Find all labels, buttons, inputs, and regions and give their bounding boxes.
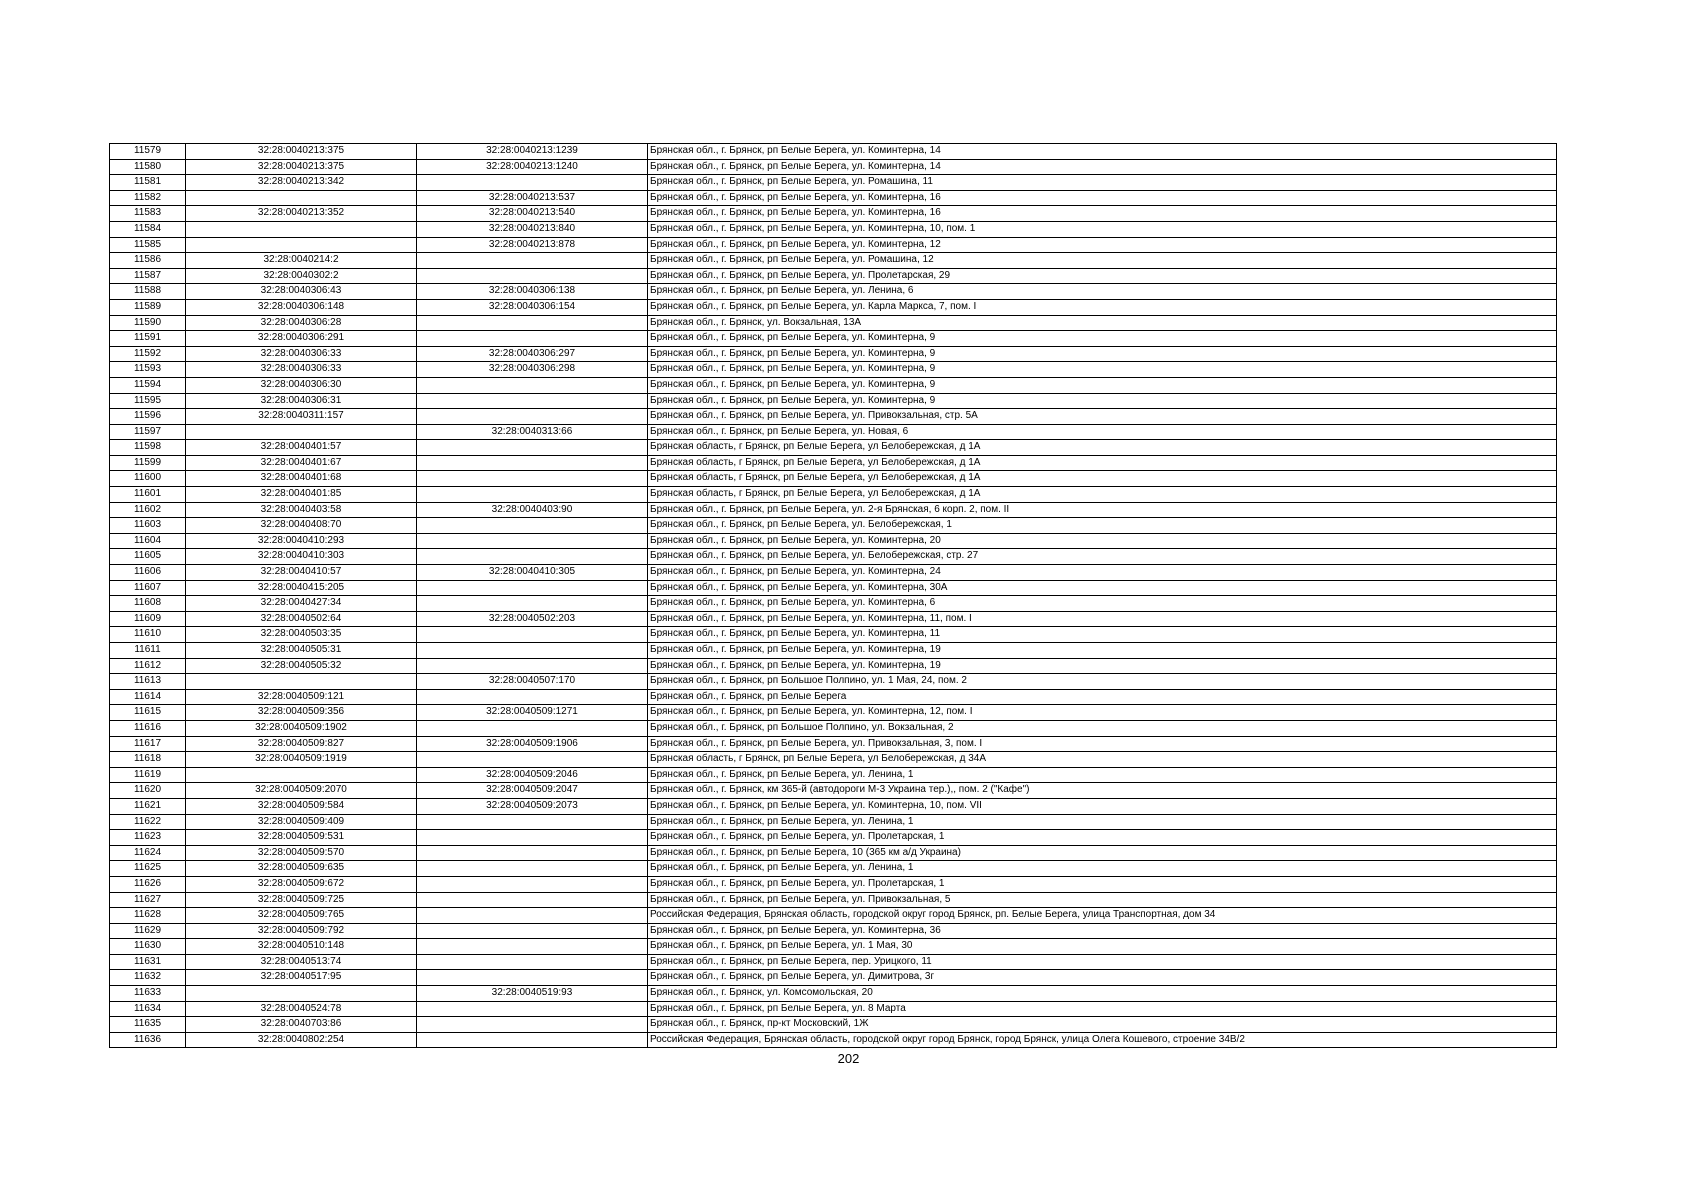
table-row bbox=[110, 190, 1557, 206]
row-number-cell: 11600 bbox=[110, 471, 186, 487]
table-row bbox=[110, 144, 1557, 160]
cadastral-number-cell: 32:28:0040410:303 bbox=[186, 549, 417, 565]
cadastral-number-2-cell: 32:28:0040213:1240 bbox=[417, 159, 648, 175]
address-cell: Брянская обл., г. Брянск, рп Белые Берега, ул. Коминтерна, 9 bbox=[648, 346, 1557, 362]
table-row bbox=[110, 1001, 1557, 1017]
cadastral-number-cell: 32:28:0040213:375 bbox=[186, 159, 417, 175]
table-row bbox=[110, 284, 1557, 300]
cadastral-number-cell: 32:28:0040509:672 bbox=[186, 876, 417, 892]
row-number-cell: 11626 bbox=[110, 876, 186, 892]
table-row bbox=[110, 876, 1557, 892]
cadastral-number-2-cell bbox=[417, 814, 648, 830]
row-number-cell: 11610 bbox=[110, 627, 186, 643]
row-number-cell: 11620 bbox=[110, 783, 186, 799]
cadastral-number-2-cell bbox=[417, 455, 648, 471]
cadastral-number-2-cell bbox=[417, 440, 648, 456]
address-cell: Брянская обл., г. Брянск, рп Белые Берега, ул. Коминтерна, 19 bbox=[648, 643, 1557, 659]
row-number-cell: 11595 bbox=[110, 393, 186, 409]
registry-table bbox=[109, 143, 1557, 1048]
cadastral-number-cell: 32:28:0040505:31 bbox=[186, 643, 417, 659]
row-number-cell: 11601 bbox=[110, 487, 186, 503]
address-cell: Брянская обл., г. Брянск, рп Белые Берега, ул. Ленина, 6 bbox=[648, 284, 1557, 300]
table-row bbox=[110, 393, 1557, 409]
cadastral-number-2-cell bbox=[417, 970, 648, 986]
cadastral-number-cell: 32:28:0040703:86 bbox=[186, 1017, 417, 1033]
cadastral-number-2-cell: 32:28:0040509:2047 bbox=[417, 783, 648, 799]
table-row bbox=[110, 814, 1557, 830]
cadastral-number-2-cell bbox=[417, 533, 648, 549]
address-cell: Брянская обл., г. Брянск, рп Белые Берега, ул. Коминтерна, 9 bbox=[648, 331, 1557, 347]
table-row bbox=[110, 549, 1557, 565]
table-row bbox=[110, 939, 1557, 955]
address-cell: Брянская обл., г. Брянск, рп Белые Берега, ул. Ромашина, 12 bbox=[648, 253, 1557, 269]
row-number-cell: 11609 bbox=[110, 611, 186, 627]
cadastral-number-cell: 32:28:0040403:58 bbox=[186, 502, 417, 518]
cadastral-number-2-cell: 32:28:0040509:1906 bbox=[417, 736, 648, 752]
cadastral-number-2-cell: 32:28:0040213:840 bbox=[417, 221, 648, 237]
cadastral-number-cell: 32:28:0040509:635 bbox=[186, 861, 417, 877]
address-cell: Брянская обл., г. Брянск, рп Белые Берега, ул. Коминтерна, 36 bbox=[648, 923, 1557, 939]
cadastral-number-cell: 32:28:0040306:33 bbox=[186, 362, 417, 378]
table-row bbox=[110, 845, 1557, 861]
table-row bbox=[110, 221, 1557, 237]
cadastral-number-cell: 32:28:0040509:409 bbox=[186, 814, 417, 830]
cadastral-number-2-cell bbox=[417, 939, 648, 955]
row-number-cell: 11594 bbox=[110, 377, 186, 393]
row-number-cell: 11593 bbox=[110, 362, 186, 378]
table-row bbox=[110, 175, 1557, 191]
table-row bbox=[110, 986, 1557, 1002]
cadastral-number-2-cell: 32:28:0040507:170 bbox=[417, 674, 648, 690]
cadastral-number-2-cell bbox=[417, 1017, 648, 1033]
cadastral-number-cell: 32:28:0040410:57 bbox=[186, 565, 417, 581]
cadastral-number-cell: 32:28:0040302:2 bbox=[186, 268, 417, 284]
table-row bbox=[110, 315, 1557, 331]
table-row bbox=[110, 362, 1557, 378]
address-cell: Брянская обл., г. Брянск, рп Белые Берега, ул. Новая, 6 bbox=[648, 424, 1557, 440]
cadastral-number-2-cell bbox=[417, 253, 648, 269]
cadastral-number-2-cell bbox=[417, 1032, 648, 1048]
cadastral-number-cell: 32:28:0040306:43 bbox=[186, 284, 417, 300]
row-number-cell: 11630 bbox=[110, 939, 186, 955]
table-row bbox=[110, 689, 1557, 705]
address-cell: Брянская обл., г. Брянск, рп Белые Берега, ул. Пролетарская, 29 bbox=[648, 268, 1557, 284]
cadastral-number-cell: 32:28:0040410:293 bbox=[186, 533, 417, 549]
cadastral-number-cell: 32:28:0040306:148 bbox=[186, 299, 417, 315]
row-number-cell: 11587 bbox=[110, 268, 186, 284]
table-row bbox=[110, 892, 1557, 908]
row-number-cell: 11615 bbox=[110, 705, 186, 721]
address-cell: Брянская обл., г. Брянск, рп Белые Берега, ул. Ленина, 1 bbox=[648, 767, 1557, 783]
cadastral-number-cell bbox=[186, 424, 417, 440]
table-row bbox=[110, 377, 1557, 393]
row-number-cell: 11613 bbox=[110, 674, 186, 690]
row-number-cell: 11612 bbox=[110, 658, 186, 674]
cadastral-number-cell: 32:28:0040306:33 bbox=[186, 346, 417, 362]
cadastral-number-cell: 32:28:0040509:1902 bbox=[186, 720, 417, 736]
cadastral-number-2-cell bbox=[417, 549, 648, 565]
table-row bbox=[110, 565, 1557, 581]
cadastral-number-cell: 32:28:0040213:375 bbox=[186, 144, 417, 160]
row-number-cell: 11625 bbox=[110, 861, 186, 877]
address-cell: Брянская обл., г. Брянск, рп Белые Берега, ул. Коминтерна, 6 bbox=[648, 596, 1557, 612]
table-row bbox=[110, 471, 1557, 487]
row-number-cell: 11602 bbox=[110, 502, 186, 518]
address-cell: Брянская обл., г. Брянск, рп Белые Берега, ул. Привокзальная, 5 bbox=[648, 892, 1557, 908]
address-cell: Российская Федерация, Брянская область, городской округ город Брянск, рп. Белые Берега, улица Транспортная, дом 34 bbox=[648, 908, 1557, 924]
cadastral-number-2-cell: 32:28:0040509:2046 bbox=[417, 767, 648, 783]
cadastral-number-2-cell: 32:28:0040403:90 bbox=[417, 502, 648, 518]
cadastral-number-2-cell bbox=[417, 876, 648, 892]
table-row bbox=[110, 1032, 1557, 1048]
cadastral-number-2-cell bbox=[417, 268, 648, 284]
address-cell: Брянская обл., г. Брянск, рп Белые Берега, ул. Пролетарская, 1 bbox=[648, 876, 1557, 892]
row-number-cell: 11635 bbox=[110, 1017, 186, 1033]
row-number-cell: 11579 bbox=[110, 144, 186, 160]
address-cell: Брянская обл., г. Брянск, рп Большое Полпино, ул. Вокзальная, 2 bbox=[648, 720, 1557, 736]
row-number-cell: 11584 bbox=[110, 221, 186, 237]
cadastral-number-cell: 32:28:0040306:28 bbox=[186, 315, 417, 331]
cadastral-number-2-cell bbox=[417, 752, 648, 768]
address-cell: Брянская обл., г. Брянск, рп Белые Берега, ул. Коминтерна, 16 bbox=[648, 190, 1557, 206]
address-cell: Брянская обл., г. Брянск, рп Большое Полпино, ул. 1 Мая, 24, пом. 2 bbox=[648, 674, 1557, 690]
row-number-cell: 11629 bbox=[110, 923, 186, 939]
table-row bbox=[110, 580, 1557, 596]
row-number-cell: 11606 bbox=[110, 565, 186, 581]
row-number-cell: 11589 bbox=[110, 299, 186, 315]
table-row bbox=[110, 720, 1557, 736]
cadastral-number-2-cell: 32:28:0040306:298 bbox=[417, 362, 648, 378]
cadastral-number-cell bbox=[186, 237, 417, 253]
table-row bbox=[110, 970, 1557, 986]
address-cell: Брянская обл., г. Брянск, рп Белые Берега, ул. Коминтерна, 14 bbox=[648, 144, 1557, 160]
address-cell: Брянская обл., г. Брянск, ул. Вокзальная, 13А bbox=[648, 315, 1557, 331]
table-row bbox=[110, 533, 1557, 549]
row-number-cell: 11582 bbox=[110, 190, 186, 206]
cadastral-number-2-cell bbox=[417, 596, 648, 612]
table-row bbox=[110, 424, 1557, 440]
cadastral-number-cell: 32:28:0040802:254 bbox=[186, 1032, 417, 1048]
table-row bbox=[110, 736, 1557, 752]
table-row bbox=[110, 611, 1557, 627]
table-row bbox=[110, 455, 1557, 471]
cadastral-number-2-cell: 32:28:0040213:537 bbox=[417, 190, 648, 206]
table-row bbox=[110, 440, 1557, 456]
cadastral-number-cell: 32:28:0040509:765 bbox=[186, 908, 417, 924]
cadastral-number-cell: 32:28:0040509:792 bbox=[186, 923, 417, 939]
address-cell: Брянская обл., г. Брянск, рп Белые Берега, пер. Урицкого, 11 bbox=[648, 954, 1557, 970]
cadastral-number-cell: 32:28:0040401:67 bbox=[186, 455, 417, 471]
address-cell: Брянская обл., г. Брянск, рп Белые Берега, ул. Привокзальная, 3, пом. I bbox=[648, 736, 1557, 752]
address-cell: Брянская обл., г. Брянск, рп Белые Берега, ул. Коминтерна, 24 bbox=[648, 565, 1557, 581]
cadastral-number-cell bbox=[186, 674, 417, 690]
table-row bbox=[110, 237, 1557, 253]
table-row bbox=[110, 346, 1557, 362]
address-cell: Брянская обл., г. Брянск, рп Белые Берега, ул. Димитрова, 3г bbox=[648, 970, 1557, 986]
row-number-cell: 11616 bbox=[110, 720, 186, 736]
cadastral-number-cell: 32:28:0040510:148 bbox=[186, 939, 417, 955]
table-row bbox=[110, 487, 1557, 503]
address-cell: Брянская обл., г. Брянск, рп Белые Берега, ул. Коминтерна, 10, пом. VII bbox=[648, 798, 1557, 814]
table-row bbox=[110, 502, 1557, 518]
cadastral-number-cell bbox=[186, 986, 417, 1002]
cadastral-number-2-cell: 32:28:0040509:1271 bbox=[417, 705, 648, 721]
cadastral-number-2-cell bbox=[417, 689, 648, 705]
address-cell: Брянская обл., г. Брянск, рп Белые Берега, ул. Коминтерна, 19 bbox=[648, 658, 1557, 674]
cadastral-number-cell: 32:28:0040401:68 bbox=[186, 471, 417, 487]
row-number-cell: 11583 bbox=[110, 206, 186, 222]
address-cell: Брянская обл., г. Брянск, пр-кт Московский, 1Ж bbox=[648, 1017, 1557, 1033]
cadastral-number-cell: 32:28:0040517:95 bbox=[186, 970, 417, 986]
table-row bbox=[110, 253, 1557, 269]
address-cell: Брянская обл., г. Брянск, рп Белые Берега, ул. Коминтерна, 14 bbox=[648, 159, 1557, 175]
row-number-cell: 11623 bbox=[110, 830, 186, 846]
cadastral-number-cell: 32:28:0040401:57 bbox=[186, 440, 417, 456]
address-cell: Брянская обл., г. Брянск, рп Белые Берега, ул. 8 Марта bbox=[648, 1001, 1557, 1017]
row-number-cell: 11599 bbox=[110, 455, 186, 471]
row-number-cell: 11617 bbox=[110, 736, 186, 752]
row-number-cell: 11585 bbox=[110, 237, 186, 253]
cadastral-number-cell bbox=[186, 190, 417, 206]
cadastral-number-2-cell: 32:28:0040410:305 bbox=[417, 565, 648, 581]
row-number-cell: 11607 bbox=[110, 580, 186, 596]
cadastral-number-cell: 32:28:0040306:291 bbox=[186, 331, 417, 347]
cadastral-number-2-cell: 32:28:0040306:297 bbox=[417, 346, 648, 362]
row-number-cell: 11624 bbox=[110, 845, 186, 861]
cadastral-number-2-cell: 32:28:0040306:138 bbox=[417, 284, 648, 300]
row-number-cell: 11611 bbox=[110, 643, 186, 659]
cadastral-number-cell: 32:28:0040401:85 bbox=[186, 487, 417, 503]
row-number-cell: 11622 bbox=[110, 814, 186, 830]
row-number-cell: 11596 bbox=[110, 409, 186, 425]
cadastral-number-2-cell bbox=[417, 845, 648, 861]
cadastral-number-2-cell bbox=[417, 487, 648, 503]
row-number-cell: 11633 bbox=[110, 986, 186, 1002]
cadastral-number-cell bbox=[186, 767, 417, 783]
cadastral-number-2-cell bbox=[417, 315, 648, 331]
table-row bbox=[110, 861, 1557, 877]
row-number-cell: 11628 bbox=[110, 908, 186, 924]
address-cell: Брянская обл., г. Брянск, рп Белые Берега, ул. Карла Маркса, 7, пом. I bbox=[648, 299, 1557, 315]
row-number-cell: 11581 bbox=[110, 175, 186, 191]
cadastral-number-2-cell bbox=[417, 471, 648, 487]
table-row bbox=[110, 767, 1557, 783]
address-cell: Брянская обл., г. Брянск, рп Белые Берега, ул. Белобережская, стр. 27 bbox=[648, 549, 1557, 565]
cadastral-number-2-cell: 32:28:0040502:203 bbox=[417, 611, 648, 627]
table-row bbox=[110, 643, 1557, 659]
row-number-cell: 11634 bbox=[110, 1001, 186, 1017]
cadastral-number-cell: 32:28:0040505:32 bbox=[186, 658, 417, 674]
row-number-cell: 11597 bbox=[110, 424, 186, 440]
row-number-cell: 11632 bbox=[110, 970, 186, 986]
address-cell: Брянская обл., г. Брянск, рп Белые Берега, ул. Ленина, 1 bbox=[648, 861, 1557, 877]
cadastral-number-cell bbox=[186, 221, 417, 237]
cadastral-number-2-cell bbox=[417, 1001, 648, 1017]
cadastral-number-2-cell bbox=[417, 720, 648, 736]
cadastral-number-2-cell bbox=[417, 658, 648, 674]
address-cell: Брянская обл., г. Брянск, рп Белые Берега, ул. Привокзальная, стр. 5А bbox=[648, 409, 1557, 425]
cadastral-number-cell: 32:28:0040408:70 bbox=[186, 518, 417, 534]
cadastral-number-2-cell bbox=[417, 830, 648, 846]
cadastral-number-cell: 32:28:0040513:74 bbox=[186, 954, 417, 970]
cadastral-number-2-cell bbox=[417, 643, 648, 659]
cadastral-number-cell: 32:28:0040509:584 bbox=[186, 798, 417, 814]
cadastral-number-cell: 32:28:0040427:34 bbox=[186, 596, 417, 612]
address-cell: Брянская обл., г. Брянск, рп Белые Берега, ул. Коминтерна, 20 bbox=[648, 533, 1557, 549]
row-number-cell: 11621 bbox=[110, 798, 186, 814]
row-number-cell: 11614 bbox=[110, 689, 186, 705]
address-cell: Брянская обл., г. Брянск, рп Белые Берега, ул. 2-я Брянская, 6 корп. 2, пом. II bbox=[648, 502, 1557, 518]
row-number-cell: 11619 bbox=[110, 767, 186, 783]
table-row bbox=[110, 908, 1557, 924]
cadastral-number-2-cell: 32:28:0040519:93 bbox=[417, 986, 648, 1002]
table-row bbox=[110, 783, 1557, 799]
row-number-cell: 11592 bbox=[110, 346, 186, 362]
cadastral-number-cell: 32:28:0040503:35 bbox=[186, 627, 417, 643]
cadastral-number-cell: 32:28:0040509:725 bbox=[186, 892, 417, 908]
address-cell: Брянская обл., г. Брянск, рп Белые Берега, ул. Коминтерна, 12, пом. I bbox=[648, 705, 1557, 721]
address-cell: Брянская обл., г. Брянск, рп Белые Берега, ул. Пролетарская, 1 bbox=[648, 830, 1557, 846]
table-row bbox=[110, 923, 1557, 939]
table-row bbox=[110, 705, 1557, 721]
table-body bbox=[110, 144, 1557, 1048]
cadastral-number-2-cell: 32:28:0040213:1239 bbox=[417, 144, 648, 160]
address-cell: Брянская обл., г. Брянск, рп Белые Берега, ул. Коминтерна, 30А bbox=[648, 580, 1557, 596]
cadastral-number-2-cell bbox=[417, 954, 648, 970]
table-row bbox=[110, 518, 1557, 534]
cadastral-number-2-cell: 32:28:0040213:540 bbox=[417, 206, 648, 222]
cadastral-number-2-cell bbox=[417, 175, 648, 191]
cadastral-number-cell: 32:28:0040509:121 bbox=[186, 689, 417, 705]
address-cell: Брянская обл., г. Брянск, рп Белые Берега, ул. Коминтерна, 9 bbox=[648, 362, 1557, 378]
cadastral-number-cell: 32:28:0040214:2 bbox=[186, 253, 417, 269]
address-cell: Брянская область, г Брянск, рп Белые Берега, ул Белобережская, д 1А bbox=[648, 487, 1557, 503]
cadastral-number-2-cell bbox=[417, 908, 648, 924]
cadastral-number-2-cell bbox=[417, 518, 648, 534]
cadastral-number-cell: 32:28:0040213:352 bbox=[186, 206, 417, 222]
table-row bbox=[110, 268, 1557, 284]
cadastral-number-cell: 32:28:0040509:1919 bbox=[186, 752, 417, 768]
cadastral-number-cell: 32:28:0040509:827 bbox=[186, 736, 417, 752]
table-row bbox=[110, 798, 1557, 814]
address-cell: Брянская обл., г. Брянск, рп Белые Берега, ул. Ромашина, 11 bbox=[648, 175, 1557, 191]
cadastral-number-2-cell bbox=[417, 377, 648, 393]
row-number-cell: 11631 bbox=[110, 954, 186, 970]
table-row bbox=[110, 954, 1557, 970]
cadastral-number-cell: 32:28:0040306:30 bbox=[186, 377, 417, 393]
cadastral-number-cell: 32:28:0040213:342 bbox=[186, 175, 417, 191]
address-cell: Брянская обл., г. Брянск, рп Белые Берега, ул. 1 Мая, 30 bbox=[648, 939, 1557, 955]
table-row bbox=[110, 331, 1557, 347]
address-cell: Брянская обл., г. Брянск, рп Белые Берега, ул. Коминтерна, 11 bbox=[648, 627, 1557, 643]
row-number-cell: 11588 bbox=[110, 284, 186, 300]
table-row bbox=[110, 674, 1557, 690]
address-cell: Брянская обл., г. Брянск, рп Белые Берега, ул. Коминтерна, 9 bbox=[648, 377, 1557, 393]
address-cell: Брянская обл., г. Брянск, рп Белые Берега, ул. Коминтерна, 11, пом. I bbox=[648, 611, 1557, 627]
row-number-cell: 11618 bbox=[110, 752, 186, 768]
address-cell: Брянская обл., г. Брянск, км 365-й (автодороги М-3 Украина тер.),, пом. 2 ("Кафе") bbox=[648, 783, 1557, 799]
address-cell: Брянская обл., г. Брянск, рп Белые Берега, ул. Белобережская, 1 bbox=[648, 518, 1557, 534]
address-cell: Брянская область, г Брянск, рп Белые Берега, ул Белобережская, д 1А bbox=[648, 471, 1557, 487]
row-number-cell: 11586 bbox=[110, 253, 186, 269]
row-number-cell: 11605 bbox=[110, 549, 186, 565]
address-cell: Брянская обл., г. Брянск, рп Белые Берега, ул. Коминтерна, 12 bbox=[648, 237, 1557, 253]
cadastral-number-cell: 32:28:0040311:157 bbox=[186, 409, 417, 425]
address-cell: Брянская обл., г. Брянск, рп Белые Берега, ул. Коминтерна, 10, пом. 1 bbox=[648, 221, 1557, 237]
cadastral-number-2-cell bbox=[417, 331, 648, 347]
cadastral-number-2-cell: 32:28:0040509:2073 bbox=[417, 798, 648, 814]
row-number-cell: 11627 bbox=[110, 892, 186, 908]
table-row bbox=[110, 752, 1557, 768]
cadastral-number-2-cell bbox=[417, 393, 648, 409]
cadastral-number-2-cell bbox=[417, 409, 648, 425]
address-cell: Брянская область, г Брянск, рп Белые Берега, ул Белобережская, д 34А bbox=[648, 752, 1557, 768]
address-cell: Российская Федерация, Брянская область, городской округ город Брянск, город Брянск, улица Олега Кошевого, строение 34В/2 bbox=[648, 1032, 1557, 1048]
address-cell: Брянская обл., г. Брянск, рп Белые Берега, ул. Коминтерна, 16 bbox=[648, 206, 1557, 222]
row-number-cell: 11580 bbox=[110, 159, 186, 175]
cadastral-number-2-cell bbox=[417, 923, 648, 939]
table-row bbox=[110, 159, 1557, 175]
row-number-cell: 11604 bbox=[110, 533, 186, 549]
row-number-cell: 11590 bbox=[110, 315, 186, 331]
cadastral-number-cell: 32:28:0040415:205 bbox=[186, 580, 417, 596]
cadastral-number-cell: 32:28:0040509:2070 bbox=[186, 783, 417, 799]
address-cell: Брянская обл., г. Брянск, рп Белые Берега, ул. Ленина, 1 bbox=[648, 814, 1557, 830]
cadastral-number-2-cell: 32:28:0040313:66 bbox=[417, 424, 648, 440]
row-number-cell: 11603 bbox=[110, 518, 186, 534]
row-number-cell: 11598 bbox=[110, 440, 186, 456]
table-row bbox=[110, 409, 1557, 425]
address-cell: Брянская обл., г. Брянск, рп Белые Берега, ул. Коминтерна, 9 bbox=[648, 393, 1557, 409]
table-row bbox=[110, 658, 1557, 674]
cadastral-number-2-cell: 32:28:0040213:878 bbox=[417, 237, 648, 253]
cadastral-number-cell: 32:28:0040524:78 bbox=[186, 1001, 417, 1017]
cadastral-number-cell: 32:28:0040502:64 bbox=[186, 611, 417, 627]
table-row bbox=[110, 627, 1557, 643]
address-cell: Брянская обл., г. Брянск, рп Белые Берега bbox=[648, 689, 1557, 705]
address-cell: Брянская область, г Брянск, рп Белые Берега, ул Белобережская, д 1А bbox=[648, 440, 1557, 456]
cadastral-number-cell: 32:28:0040306:31 bbox=[186, 393, 417, 409]
cadastral-number-cell: 32:28:0040509:531 bbox=[186, 830, 417, 846]
cadastral-number-2-cell bbox=[417, 861, 648, 877]
table-row bbox=[110, 830, 1557, 846]
table-row bbox=[110, 299, 1557, 315]
table-row bbox=[110, 596, 1557, 612]
address-cell: Брянская обл., г. Брянск, рп Белые Берега, 10 (365 км а/д Украина) bbox=[648, 845, 1557, 861]
cadastral-number-2-cell bbox=[417, 580, 648, 596]
cadastral-number-cell: 32:28:0040509:570 bbox=[186, 845, 417, 861]
address-cell: Брянская обл., г. Брянск, ул. Комсомольская, 20 bbox=[648, 986, 1557, 1002]
cadastral-number-2-cell bbox=[417, 892, 648, 908]
page-number: 202 bbox=[837, 1051, 860, 1066]
table-row bbox=[110, 1017, 1557, 1033]
cadastral-number-2-cell: 32:28:0040306:154 bbox=[417, 299, 648, 315]
row-number-cell: 11636 bbox=[110, 1032, 186, 1048]
row-number-cell: 11608 bbox=[110, 596, 186, 612]
cadastral-number-2-cell bbox=[417, 627, 648, 643]
address-cell: Брянская область, г Брянск, рп Белые Берега, ул Белобережская, д 1А bbox=[648, 455, 1557, 471]
cadastral-number-cell: 32:28:0040509:356 bbox=[186, 705, 417, 721]
row-number-cell: 11591 bbox=[110, 331, 186, 347]
table-row bbox=[110, 206, 1557, 222]
